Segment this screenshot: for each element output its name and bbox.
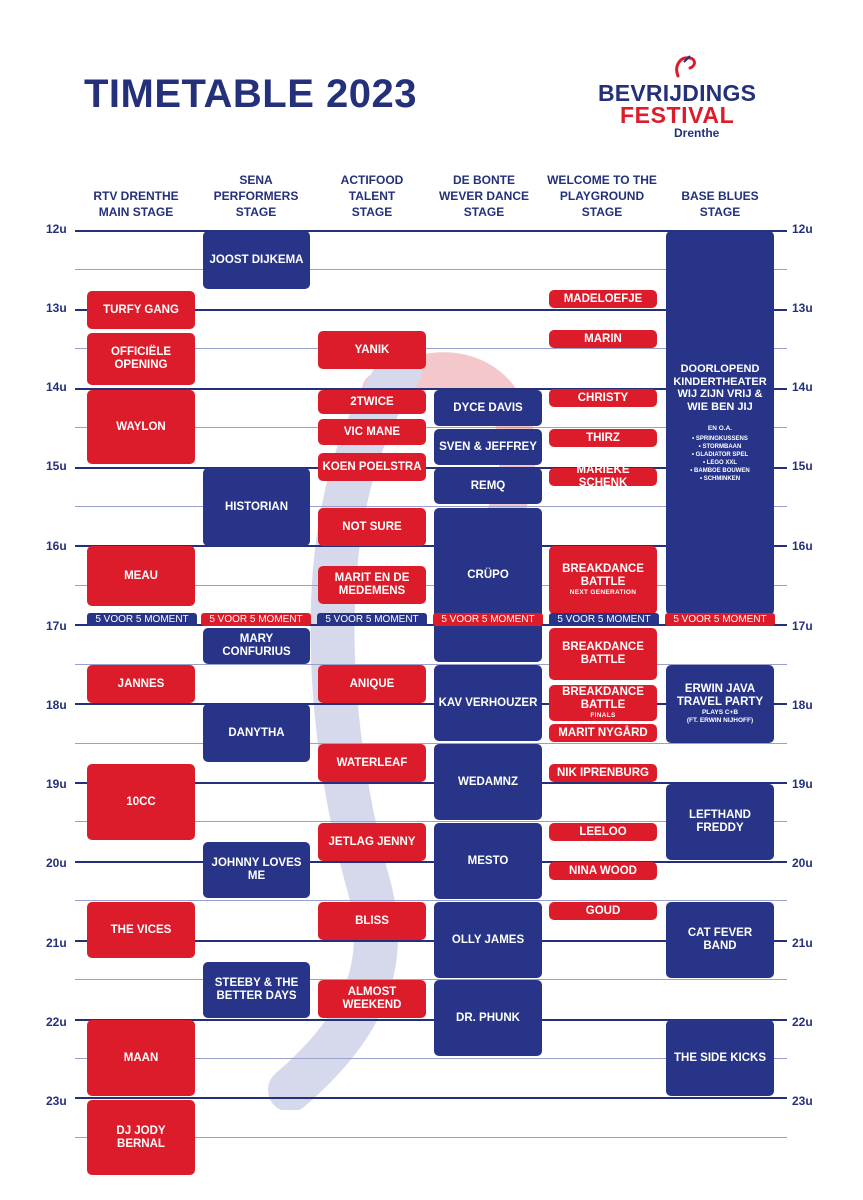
slot-bonte[interactable] xyxy=(434,665,542,741)
heart-swoosh-icon xyxy=(670,52,700,80)
stage-header-actifood xyxy=(316,170,428,220)
hour-label: 13u xyxy=(792,301,813,315)
slot-name: VIC MANE xyxy=(343,425,401,438)
stage-header-main xyxy=(80,170,192,220)
slot-sena[interactable] xyxy=(203,704,310,762)
stage-header-playground xyxy=(540,170,664,220)
slot-main[interactable] xyxy=(87,1100,195,1175)
slot-main[interactable] xyxy=(87,764,195,840)
slot-name: BLISS xyxy=(355,914,389,927)
stage-header-sena xyxy=(200,170,312,220)
slot-name: THE VICES xyxy=(110,923,172,936)
hour-label: 19u xyxy=(46,777,67,791)
slot-name: JANNES xyxy=(117,677,165,690)
slot-name: THE SIDE KICKS xyxy=(673,1051,766,1064)
activity-item: • LEGO XXL xyxy=(702,460,738,466)
slot-name: MARIN xyxy=(584,332,622,345)
slot-name: HISTORIAN xyxy=(224,500,289,513)
slot-actifood[interactable] xyxy=(318,744,426,782)
hour-label: 12u xyxy=(792,222,813,236)
slot-name: 10CC xyxy=(126,795,156,808)
slot-name: CHRISTY xyxy=(577,391,629,404)
half-hour-gridline xyxy=(75,900,787,901)
slot-name: OFFICIËLE OPENING xyxy=(110,346,172,371)
slot-actifood[interactable] xyxy=(318,823,426,861)
slot-playground[interactable] xyxy=(549,902,657,920)
slot-name: REMQ xyxy=(470,479,506,492)
slot-name: LEFTHAND FREDDY xyxy=(689,809,751,834)
hour-label: 21u xyxy=(46,936,67,950)
slot-blues[interactable] xyxy=(666,784,774,860)
slot-actifood[interactable] xyxy=(318,508,426,546)
hour-label: 18u xyxy=(792,698,813,712)
stage-header-text: WELCOME TO THE PLAYGROUND STAGE xyxy=(547,173,657,219)
hour-label: 13u xyxy=(46,301,67,315)
slot-bonte[interactable] xyxy=(434,744,542,820)
stage-header-text: SENA PERFORMERS STAGE xyxy=(213,173,299,219)
slot-subtitle: FINALS xyxy=(590,712,616,719)
slot-bonte[interactable] xyxy=(434,390,542,426)
slot-main[interactable] xyxy=(87,546,195,606)
slot-sena[interactable] xyxy=(203,628,310,664)
slot-playground[interactable] xyxy=(549,546,657,614)
slot-name: CAT FEVER BAND xyxy=(687,927,753,952)
slot-name: CRÜPO xyxy=(467,568,509,581)
activity-item: • STORMBAAN xyxy=(698,444,742,450)
slot-name: MEAU xyxy=(124,569,158,582)
slot-name: DJ JODY BERNAL xyxy=(116,1124,166,1150)
hour-label: 17u xyxy=(792,619,813,633)
hour-label: 16u xyxy=(46,539,67,553)
five-voor-five-badge: 5 VOOR 5 MOMENT xyxy=(87,613,197,626)
slot-actifood[interactable] xyxy=(318,419,426,445)
hour-label: 15u xyxy=(792,459,813,473)
hour-label: 14u xyxy=(792,380,813,394)
slot-name: KAV VERHOUZER xyxy=(438,696,538,709)
stage-header-text: BASE BLUES STAGE xyxy=(681,189,759,219)
slot-name: MADELOEFJE xyxy=(563,292,643,305)
slot-name: DANYTHA xyxy=(228,726,285,739)
slot-sena[interactable] xyxy=(203,231,310,289)
slot-name: MAAN xyxy=(123,1051,159,1064)
slot-actifood[interactable] xyxy=(318,665,426,703)
hour-label: 18u xyxy=(46,698,67,712)
slot-subtitle: PLAYS C+B xyxy=(701,709,739,716)
hour-label: 19u xyxy=(792,777,813,791)
slot-name: 2TWICE xyxy=(350,395,394,408)
slot-playground[interactable] xyxy=(549,764,657,782)
slot-name: ALMOST WEEKEND xyxy=(342,986,402,1011)
hour-label: 22u xyxy=(792,1015,813,1029)
slot-subtitle: (FT. ERWIN NIJHOFF) xyxy=(686,717,754,724)
slot-name: WEDAMNZ xyxy=(457,775,519,788)
slot-name: MARIT EN DE MEDEMENS xyxy=(334,572,410,597)
activities-title: EN O.A. xyxy=(707,425,733,432)
slot-playground[interactable] xyxy=(549,389,657,407)
slot-blues[interactable] xyxy=(666,902,774,978)
slot-name: DYCE DAVIS xyxy=(453,401,523,414)
slot-name: STEEBY & THE BETTER DAYS xyxy=(214,977,299,1002)
slot-name: LEELOO xyxy=(579,825,627,838)
stage-header-blues xyxy=(664,170,776,220)
slot-name: MARIT NYGÅRD xyxy=(558,726,648,739)
slot-name: WAYLON xyxy=(116,420,166,433)
slot-name: JOHNNY LOVES ME xyxy=(211,857,302,882)
slot-blues[interactable] xyxy=(666,1020,774,1096)
slot-bonte[interactable] xyxy=(434,468,542,504)
slot-name: MESTO xyxy=(467,854,509,867)
slot-name: GOUD xyxy=(585,904,621,917)
hour-label: 20u xyxy=(792,856,813,870)
five-voor-five-badge: 5 VOOR 5 MOMENT xyxy=(665,613,775,626)
slot-name: SVEN & JEFFREY xyxy=(439,440,537,453)
hour-label: 12u xyxy=(46,222,67,236)
slot-playground[interactable] xyxy=(549,628,657,680)
slot-name: ANIQUE xyxy=(349,677,395,690)
slot-main[interactable] xyxy=(87,390,195,464)
slot-name: BREAKDANCE BATTLE xyxy=(562,641,644,666)
five-voor-five-badge: 5 VOOR 5 MOMENT xyxy=(317,613,427,626)
hour-label: 14u xyxy=(46,380,67,394)
slot-playground[interactable] xyxy=(549,823,657,841)
slot-name: BREAKDANCE BATTLE xyxy=(562,686,644,711)
slot-playground[interactable] xyxy=(549,290,657,308)
slot-name: MARY CONFURIUS xyxy=(222,633,291,658)
slot-bonte[interactable] xyxy=(434,823,542,899)
slot-actifood[interactable] xyxy=(318,566,426,604)
stage-header-text: DE BONTE WEVER DANCE STAGE xyxy=(438,173,529,219)
slot-main[interactable] xyxy=(87,1020,195,1096)
slot-main[interactable] xyxy=(87,902,195,958)
activity-item: • GLADIATOR SPEL xyxy=(691,452,749,458)
hour-label: 20u xyxy=(46,856,67,870)
slot-main[interactable] xyxy=(87,333,195,385)
slot-actifood[interactable] xyxy=(318,453,426,481)
slot-name: NOT SURE xyxy=(342,520,402,533)
slot-name: WATERLEAF xyxy=(336,756,408,769)
stage-header-text: RTV DRENTHE MAIN STAGE xyxy=(93,189,179,219)
slot-playground[interactable] xyxy=(549,724,657,742)
stage-header-text: ACTIFOOD TALENT STAGE xyxy=(340,173,404,219)
activity-item: • BAMBOE BOUWEN xyxy=(690,468,750,474)
five-voor-five-badge: 5 VOOR 5 MOMENT xyxy=(201,613,311,626)
five-voor-five-badge: 5 VOOR 5 MOMENT xyxy=(433,613,543,626)
slot-actifood[interactable] xyxy=(318,980,426,1018)
hour-label: 21u xyxy=(792,936,813,950)
slot-blues[interactable] xyxy=(666,231,774,615)
slot-name: OLLY JAMES xyxy=(451,933,525,946)
slot-sena[interactable] xyxy=(203,962,310,1018)
half-hour-gridline xyxy=(75,743,787,744)
slot-playground[interactable] xyxy=(549,330,657,348)
festival-logo xyxy=(598,52,763,142)
logo-line-1: BEVRIJDINGS xyxy=(598,80,757,106)
slot-name: ERWIN JAVA TRAVEL PARTY xyxy=(676,683,764,708)
activities-list xyxy=(690,425,749,483)
hour-gridline xyxy=(75,861,787,863)
hour-label: 17u xyxy=(46,619,67,633)
slot-playground[interactable] xyxy=(549,685,657,721)
slot-name: NIK IPRENBURG xyxy=(556,766,649,779)
activity-item: • SCHMINKEN xyxy=(699,476,741,482)
logo-line-2: FESTIVAL xyxy=(620,102,735,128)
slot-bonte[interactable] xyxy=(434,902,542,978)
hour-label: 22u xyxy=(46,1015,67,1029)
slot-name: JETLAG JENNY xyxy=(328,835,416,848)
slot-name: JOOST DIJKEMA xyxy=(209,253,304,266)
slot-actifood[interactable] xyxy=(318,390,426,414)
slot-main[interactable] xyxy=(87,291,195,329)
half-hour-gridline xyxy=(75,979,787,980)
slot-name: BREAKDANCE BATTLE xyxy=(562,563,644,588)
hour-label: 23u xyxy=(46,1094,67,1108)
slot-name: TURFY GANG xyxy=(103,303,179,316)
slot-name: KOEN POELSTRA xyxy=(322,460,422,473)
hour-label: 23u xyxy=(792,1094,813,1108)
slot-name: THIRZ xyxy=(586,431,620,444)
page-title: TIMETABLE 2023 xyxy=(84,72,417,116)
logo-line-3: Drenthe xyxy=(674,126,720,140)
slot-name: YANIK xyxy=(354,343,390,356)
slot-bonte[interactable] xyxy=(434,508,542,662)
slot-subtitle: NEXT GENERATION xyxy=(569,589,637,596)
hour-label: 16u xyxy=(792,539,813,553)
slot-blues[interactable] xyxy=(666,665,774,743)
slot-playground[interactable] xyxy=(549,464,657,489)
hour-gridline xyxy=(75,1097,787,1099)
slot-bonte[interactable] xyxy=(434,429,542,465)
slot-name: DOORLOPEND KINDERTHEATER WIJ ZIJN VRIJ & WIE BEN JIJ xyxy=(673,363,767,413)
slot-actifood[interactable] xyxy=(318,902,426,940)
stage-header-bonte xyxy=(428,170,540,220)
slot-name: DR. PHUNK xyxy=(456,1011,520,1024)
slot-playground[interactable] xyxy=(549,862,657,880)
hour-label: 15u xyxy=(46,459,67,473)
activity-item: • SPRINGKUSSENS xyxy=(692,436,748,442)
slot-playground[interactable] xyxy=(549,429,657,447)
slot-sena[interactable] xyxy=(203,842,310,898)
slot-actifood[interactable] xyxy=(318,331,426,369)
slot-sena[interactable] xyxy=(203,468,310,546)
slot-main[interactable] xyxy=(87,665,195,703)
slot-name: NINA WOOD xyxy=(569,864,637,877)
five-voor-five-badge: 5 VOOR 5 MOMENT xyxy=(549,613,659,626)
slot-name: MARIEKE SCHENK xyxy=(576,464,630,489)
slot-bonte[interactable] xyxy=(434,980,542,1056)
